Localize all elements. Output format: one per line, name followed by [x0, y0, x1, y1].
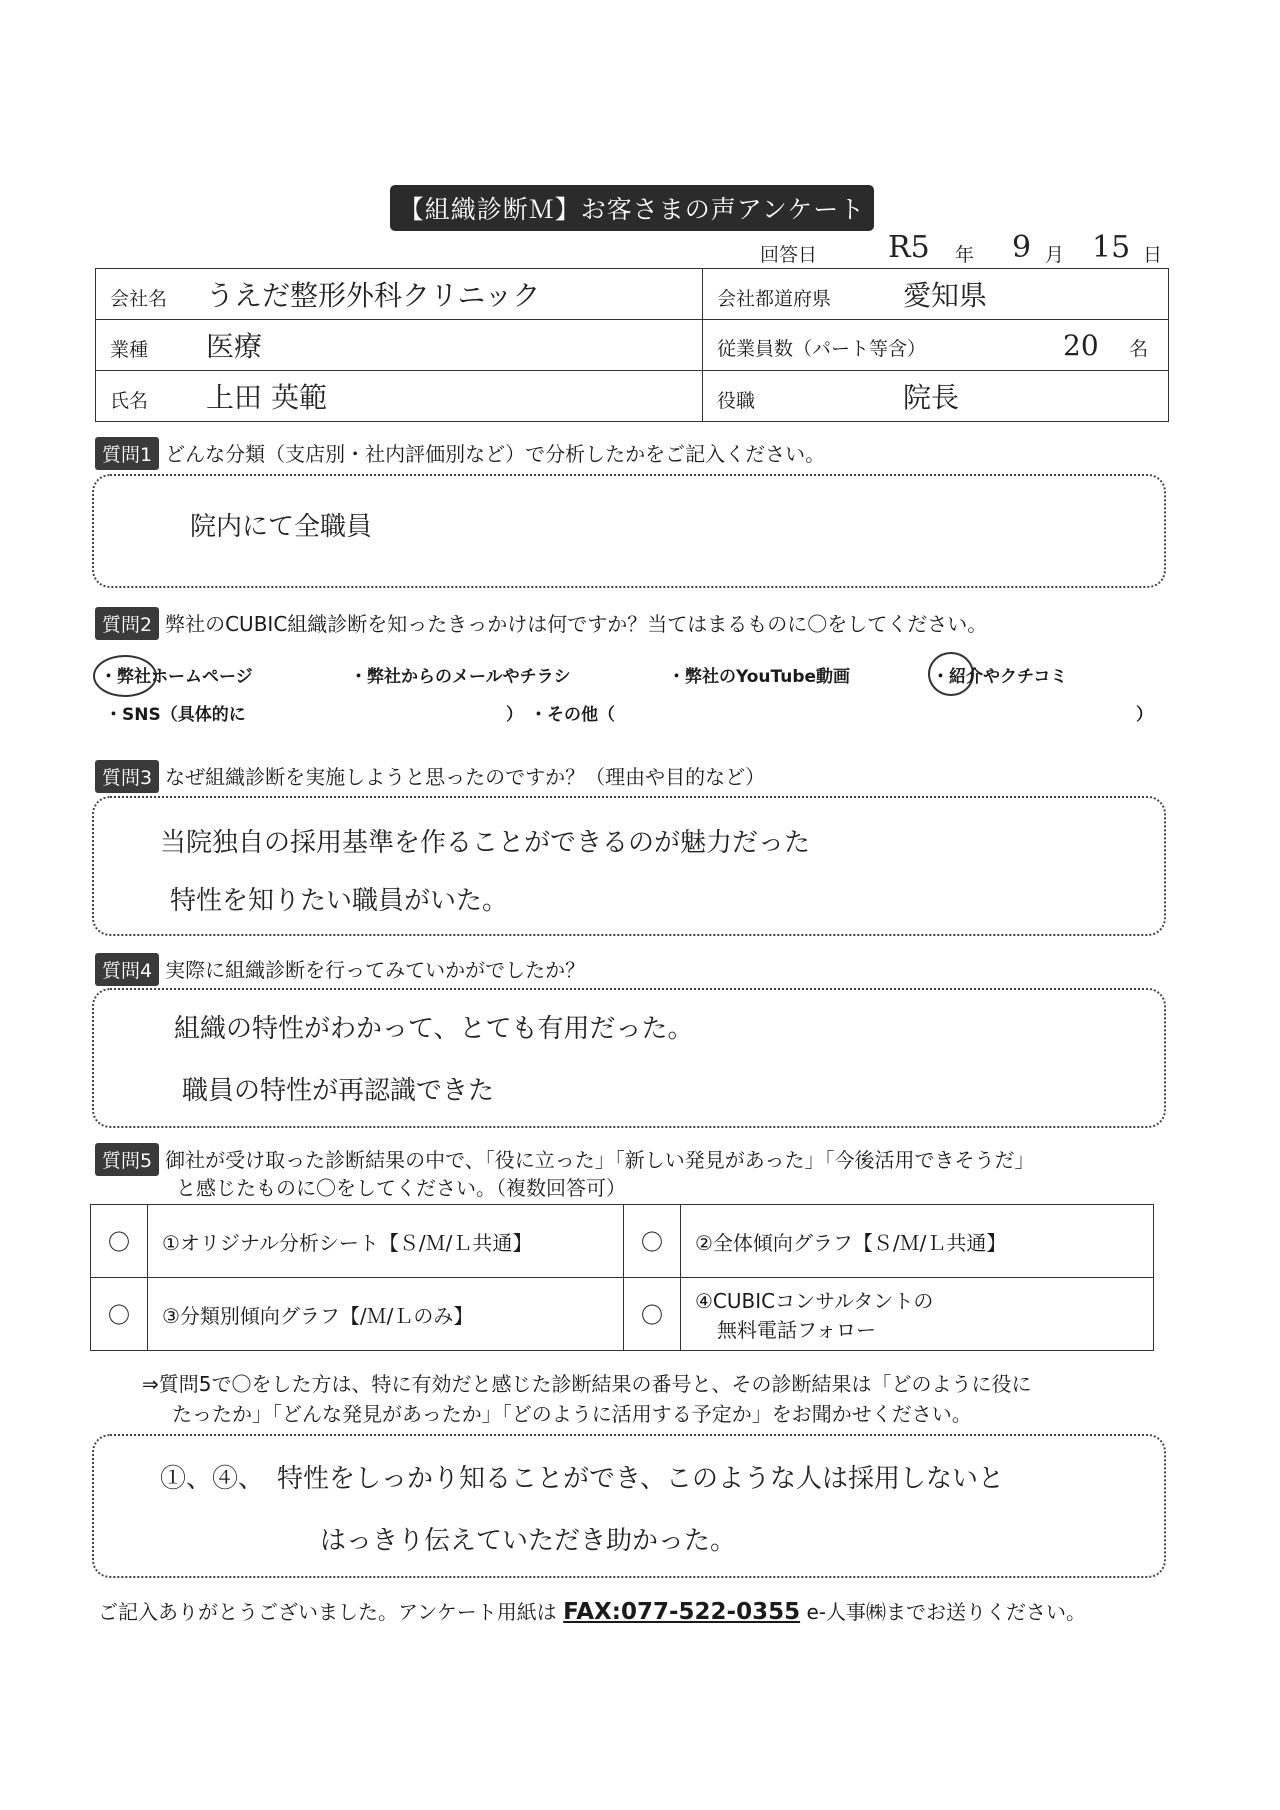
q4-answer-line2: 職員の特性が再認識できた [182, 1076, 495, 1106]
q1-text: どんな分類（支店別・社内評価別など）で分析したかをご記入ください。 [165, 442, 826, 466]
q5-answer-box [92, 1434, 1166, 1578]
company-value: うえだ整形外科クリニック [206, 279, 541, 312]
q5-item2-text: ②全体傾向グラフ【Ｓ/Ｍ/Ｌ共通】 [681, 1205, 1154, 1278]
q5-item1-text: ①オリジナル分析シート【Ｓ/Ｍ/Ｌ共通】 [148, 1205, 624, 1278]
q3-answer-line1: 当院独自の採用基準を作ることができるのが魅力だった [160, 828, 811, 858]
employees-value: 20 [1063, 328, 1099, 362]
q4-text: 実際に組織診断を行ってみていかがでしたか？ [165, 958, 586, 982]
q2-text: 弊社のCUBIC組織診断を知ったきっかけは何ですか？当てはまるものに〇をしてください。 [165, 612, 988, 636]
q5-item1-mark[interactable]: 〇 [91, 1205, 148, 1278]
q2-header [95, 607, 987, 640]
name-cell [96, 371, 703, 422]
q1-answer: 院内にて全職員 [190, 512, 373, 542]
q2-option-youtube[interactable]: ・弊社のYouTube動画 [668, 667, 851, 687]
footer-text-after: e-人事㈱までお送りください。 [806, 1600, 1086, 1624]
q5-item4-text [681, 1278, 1154, 1351]
position-label: 役職 [717, 390, 756, 412]
q5-item3-mark[interactable]: 〇 [91, 1278, 148, 1351]
q4-header [95, 953, 585, 986]
answer-date [760, 232, 1170, 268]
q5-options-table [90, 1204, 1154, 1351]
date-month-unit: 月 [1045, 244, 1065, 266]
footer-text-before: ご記入ありがとうございました。アンケート用紙は [98, 1600, 557, 1624]
q4-answer-line1: 組織の特性がわかって、とても有用だった。 [174, 1014, 694, 1044]
position-cell [703, 371, 1169, 422]
date-year-unit: 年 [955, 244, 975, 266]
date-month: 9 [1012, 230, 1032, 265]
q5-text-line1: 御社が受け取った診断結果の中で、「役に立った」「新しい発見があった」「今後活用できそうだ」 [165, 1148, 1035, 1172]
industry-label: 業種 [110, 339, 149, 361]
q1-label: 質問1 [95, 437, 159, 470]
q2-option-sns-close: ） [506, 705, 523, 725]
employees-cell [703, 320, 1169, 371]
q5-item2-mark[interactable]: 〇 [624, 1205, 681, 1278]
q2-label: 質問2 [95, 607, 159, 640]
q2-option-mail[interactable]: ・弊社からのメールやチラシ [350, 667, 571, 687]
date-label: 回答日 [760, 244, 818, 266]
q2-option-other-close: ） [1136, 705, 1153, 725]
q5-followup-line2: たったか」「どんな発見があったか」「どのように活用する予定か」をお聞かせください。 [172, 1402, 972, 1426]
company-label: 会社名 [110, 288, 168, 310]
footer [98, 1596, 1086, 1625]
q3-answer-box [92, 796, 1166, 936]
industry-value: 医療 [206, 330, 263, 363]
q5-item4-mark[interactable]: 〇 [624, 1278, 681, 1351]
date-day-unit: 日 [1143, 244, 1163, 266]
q5-item4-text-line2: 無料電話フォロー [717, 1318, 876, 1342]
q1-header [95, 437, 825, 470]
industry-cell [96, 320, 703, 371]
respondent-info-table [95, 268, 1169, 422]
name-label: 氏名 [110, 390, 149, 412]
q2-option-other[interactable]: ・その他（ [530, 705, 615, 725]
survey-title: 【組織診断Ｍ】お客さまの声アンケート [390, 185, 874, 231]
q4-label: 質問4 [95, 953, 159, 986]
prefecture-cell [703, 269, 1169, 320]
date-era-year: R5 [888, 230, 930, 265]
q2-option-sns[interactable]: ・SNS（具体的に [105, 705, 246, 725]
q4-answer-box [92, 988, 1166, 1128]
date-day: 15 [1092, 230, 1131, 265]
q5-item4-text-line1: ④CUBICコンサルタントの [695, 1289, 934, 1313]
position-value: 院長 [903, 381, 960, 414]
company-cell [96, 269, 703, 320]
footer-fax-number: FAX:077-522-0355 [563, 1599, 801, 1625]
name-value: 上田 英範 [206, 381, 327, 414]
q2-option-homepage[interactable]: ・弊社ホームページ [100, 667, 253, 687]
q3-answer-line2: 特性を知りたい職員がいた。 [170, 886, 509, 916]
employees-unit: 名 [1129, 337, 1149, 360]
q3-label: 質問3 [95, 760, 159, 793]
q5-answer-line1: ①、④、 特性をしっかり知ることができ、このような人は採用しないと [160, 1464, 1004, 1494]
prefecture-value: 愛知県 [903, 279, 988, 312]
employees-label: 従業員数（パート等含） [717, 337, 927, 360]
q5-followup-line1: ⇒質問5で〇をした方は、特に有効だと感じた診断結果の番号と、その診断結果は「どのように役に [142, 1372, 1032, 1396]
q5-item3-text: ③分類別傾向グラフ【/Ｍ/Ｌのみ】 [148, 1278, 624, 1351]
q5-answer-line2: はっきり伝えていただき助かった。 [320, 1526, 737, 1556]
q5-text-line2: と感じたものに〇をしてください。（複数回答可） [176, 1176, 626, 1200]
q3-header [95, 760, 765, 793]
q3-text: なぜ組織診断を実施しようと思ったのですか？（理由や目的など） [165, 765, 766, 789]
q1-answer-box [92, 474, 1166, 588]
q2-option-referral[interactable]: ・紹介やクチコミ [932, 667, 1068, 687]
q5-label: 質問5 [95, 1143, 159, 1176]
prefecture-label: 会社都道府県 [717, 288, 832, 310]
